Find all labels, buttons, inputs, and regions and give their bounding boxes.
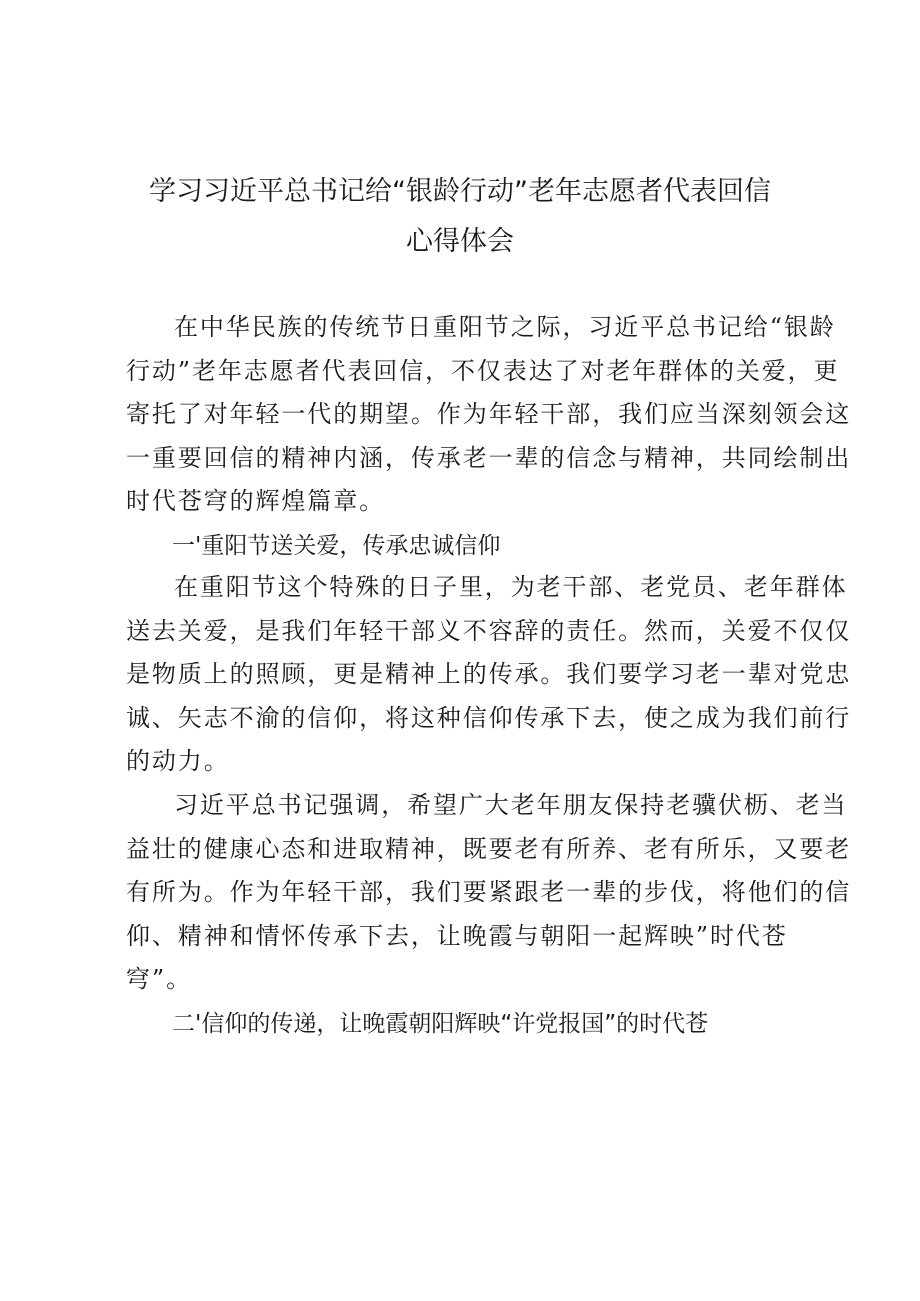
paragraph-line: 诚、矢志不渝的信仰，将这种信仰传承下去，使之成为我们前行 <box>126 703 852 732</box>
section-heading-1: 一'重阳节送关爱，传承忠诚信仰 <box>172 533 501 559</box>
paragraph-line: 时代苍穹的辉煌篇章。 <box>126 487 385 516</box>
document-title-line-2: 心得体会 <box>406 226 514 257</box>
paragraph-section1-b <box>126 784 852 1002</box>
paragraph-line: 有所为。作为年轻干部，我们要紧跟老一辈的步伐，将他们的信 <box>126 878 852 907</box>
paragraph-line: 一重要回信的精神内涵，传承老一辈的信念与精神，共同绘制出 <box>126 443 852 472</box>
paragraph-line: 仰、精神和情怀传承下去，让晚霞与朝阳一起辉映”时代苍 <box>126 921 788 950</box>
paragraph-line: 的动力。 <box>126 747 230 776</box>
paragraph-section1-a <box>126 566 852 784</box>
paragraph-line: 寄托了对年轻一代的期望。作为年轻干部，我们应当深刻领会这 <box>126 400 852 429</box>
section-heading-2: 二'信仰的传递，让晚霞朝阳辉映“许党报国”的时代苍 <box>172 1011 709 1037</box>
paragraph-line: 益壮的健康心态和进取精神，既要老有所养、老有所乐，又要老 <box>126 834 852 863</box>
document-title-line-1: 学习习近平总书记给“银龄行动”老年志愿者代表回信 <box>149 176 771 207</box>
paragraph-line: 在中华民族的传统节日重阳节之际，习近平总书记给“银龄 <box>174 313 836 341</box>
paragraph-line: 在重阳节这个特殊的日子里，为老干部、老党员、老年群体 <box>174 573 848 601</box>
paragraph-line: 送去关爱，是我们年轻干部义不容辞的责任。然而，关爱不仅仅 <box>126 616 852 645</box>
paragraph-line: 习近平总书记强调，希望广大老年朋友保持老骥伏枥、老当 <box>174 791 848 819</box>
paragraph-line: 行动”老年志愿者代表回信，不仅表达了对老年群体的关爱，更 <box>126 356 840 385</box>
paragraph-line: 是物质上的照顾，更是精神上的传承。我们要学习老一辈对党忠 <box>126 660 852 689</box>
paragraph-line: 穹”。 <box>126 965 192 994</box>
paragraph-intro <box>126 306 852 524</box>
